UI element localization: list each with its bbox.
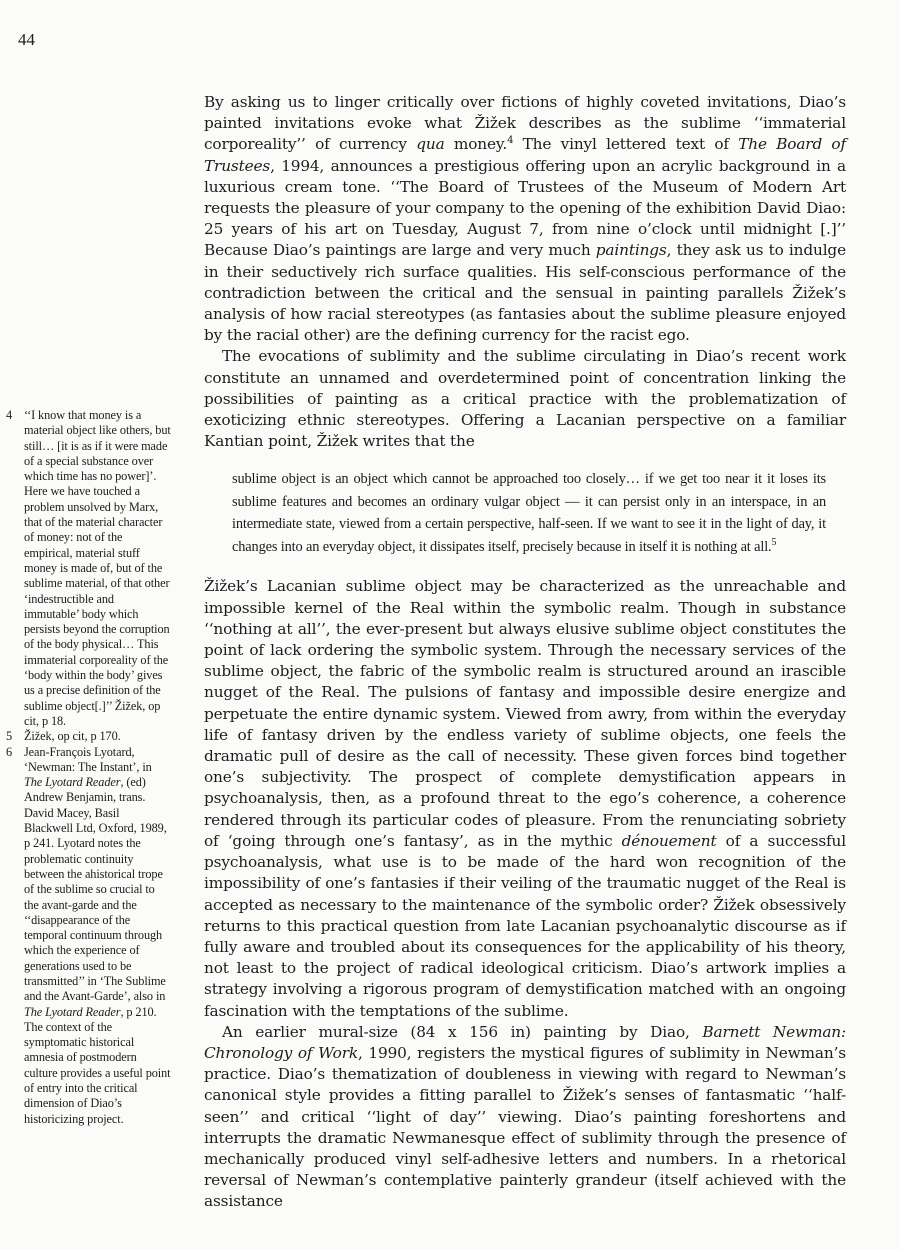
footnote <box>6 408 171 729</box>
italic-text: The Lyotard Reader <box>24 775 121 790</box>
footnote <box>6 745 171 1127</box>
footnote-text <box>24 729 171 744</box>
page-number: 44 <box>18 30 35 49</box>
italic-text: dénouement <box>621 831 717 850</box>
footnote-number: 6 <box>6 744 13 759</box>
footnote-number: 4 <box>6 408 13 422</box>
text-run: , (ed) Andrew Benjamin, trans. David Macey, Basil Blackwell Ltd, Oxford, 1989, p 241. Lyotard notes the problematic continuity between the ahistorical trope of the sublime so crucial to the avant-garde and the ‘‘disappearance of the temporal continuum through which the experience of generations used to be transmitted’’ in ‘The Sublime and the Avant-Garde’, also in <box>24 775 167 1004</box>
main-text <box>204 92 846 1213</box>
text-run: By asking us to linger critically over fictions of highly coveted invitations, Diao’s painted invitations evoke what Žižek describes as the sublime ‘‘immaterial corporeality’’ of currency <box>204 93 846 154</box>
italic-text: The Lyotard Reader <box>24 1004 121 1019</box>
paragraph <box>204 92 846 346</box>
text-run: , they ask us to indulge in their seductively rich surface qualities. His self-conscious performance of the contradiction between the critical and the sensual in painting parallels Žižek’s analysis of how racial stereotypes (as fantasies about the sublime pleasure enjoyed by the racial other) are the defining currency for the racist ego. <box>204 241 846 345</box>
footnote-ref: 4 <box>507 135 514 147</box>
text-run: sublime object is an object which cannot be approached too closely… if we get too near it it loses its sublime features and becomes an ordinary vulgar object — it can persist only in an interspace, in an intermediate state, viewed from a certain perspective, half-seen. If we want to see it in the light of day, it changes into an everyday object, it dissipates itself, precisely because in itself it is nothing at all. <box>232 471 826 555</box>
text-run: Žižek, op cit, p 170. <box>24 729 121 744</box>
footnote-number: 5 <box>6 729 13 744</box>
italic-text: Barnett Newman: Chronology of Work <box>204 1022 846 1062</box>
text-run: An earlier mural-size (84 x 156 in) painting by Diao, <box>222 1022 703 1041</box>
text-run: , 1994, announces a prestigious offering upon an acrylic background in a luxurious cream tone. ‘‘The Board of Trustees of the Museum of Modern Art requests the pleasure of your company to the opening of the exhibition David Diao: 25 years of his art on Tuesday, August 7, from nine o’clock until midnight [.]’’ Because Diao’s paintings are large and very much <box>204 156 846 260</box>
footnote-text <box>24 408 171 729</box>
text-run: of a successful psychoanalysis, what use is to be made of the hard won recognition of the impossibility of one’s fantasies if their veiling of the traumatic nugget of the Real is accepted as necessary to the maintenance of the symbolic order? Žižek obsessively returns to this practical question from late Lacanian psychoanalytic discourse as if fully aware and troubled about its consequences for the applicability of his theory, not least to the project of radical ideological criticism. Diao’s artwork implies a strategy involving a rigorous program of demystification matched with an ongoing fascination with the temptations of the sublime. <box>204 831 846 1020</box>
text-run: , p 210. The context of the symptomatic historical amnesia of postmodern culture provides a useful point of entry into the critical dimension of Diao’s historicizing project. <box>24 1004 171 1126</box>
text-run: , 1990, registers the mystical figures of sublimity in Newman’s practice. Diao’s thematization of doubleness in viewing with regard to Newman’s canonical style provides a fitting parallel to Žižek’s senses of fantasmatic ‘‘half-seen’’ and critical ‘‘light of day’’ viewing. Diao’s painting foreshortens and interrupts the dramatic Newmanesque effect of sublimity through the presence of mechanically produced vinyl self-adhesive letters and numbers. In a rhetorical reversal of Newman’s contemplative painterly grandeur (itself achieved with the assistance <box>204 1043 846 1211</box>
footnote <box>6 729 171 744</box>
footnote-text <box>24 745 171 1127</box>
text-run: ‘‘I know that money is a material object like others, but still… [it is as if it were made of a special substance over which time has no power]’. Here we have touched a problem unsolved by Marx, that of the material character of money: not of the empirical, material stuff money is made of, but of the sublime material, of that other ‘indestructible and immutable’ body which persists beyond the corruption of the body physical… This immaterial corporeality of the ‘body within the body’ gives us a precise definition of the sublime object[.]’’ Žižek, op cit, p 18. <box>24 408 171 728</box>
text-run: Žižek’s Lacanian sublime object may be characterized as the unreachable and impossible kernel of the Real within the symbolic realm. Though in substance ‘‘nothing at all’’, the ever-present but always elusive sublime object constitutes the point of lack ordering the symbolic system. Through the necessary services of the sublime object, the fabric of the symbolic realm is structured around an irascible nugget of the Real. The pulsions of fantasy and impossible desire energize and perpetuate the entire dynamic system. Viewed from awry, from within the everyday life of fantasy driven by the endless variety of sublime objects, one feels the dramatic pull of desire as the call of necessity. These given forces bind together one’s subjectivity. The prospect of complete demystification appears in psychoanalysis, then, as a profound threat to the ego’s coherence, a coherence rendered through its particular codes of pleasure. From the renunciating sobriety of ‘going through one’s fantasy’, as in the mythic <box>204 577 846 850</box>
paragraph <box>204 576 846 1021</box>
block-quote <box>232 468 826 558</box>
footnotes-sidebar <box>6 408 171 1127</box>
paragraph <box>204 1022 846 1213</box>
italic-text: paintings <box>595 241 667 260</box>
italic-text: The Board of Trustees <box>204 135 846 175</box>
text-run: The vinyl lettered text of <box>513 135 739 154</box>
italic-text: qua <box>416 135 445 154</box>
footnote-ref: 5 <box>771 537 777 549</box>
text-run: The evocations of sublimity and the sublime circulating in Diao’s recent work constitute an unnamed and overdetermined point of concentration linking the possibilities of painting as a critical practice with the problematization of exoticizing ethnic stereotypes. Offering a Lacanian perspective on a familiar Kantian point, Žižek writes that the <box>204 347 846 451</box>
text-run: money. <box>444 135 508 154</box>
text-run: Jean-François Lyotard, ‘Newman: The Instant’, in <box>24 744 152 774</box>
paragraph <box>204 346 846 452</box>
